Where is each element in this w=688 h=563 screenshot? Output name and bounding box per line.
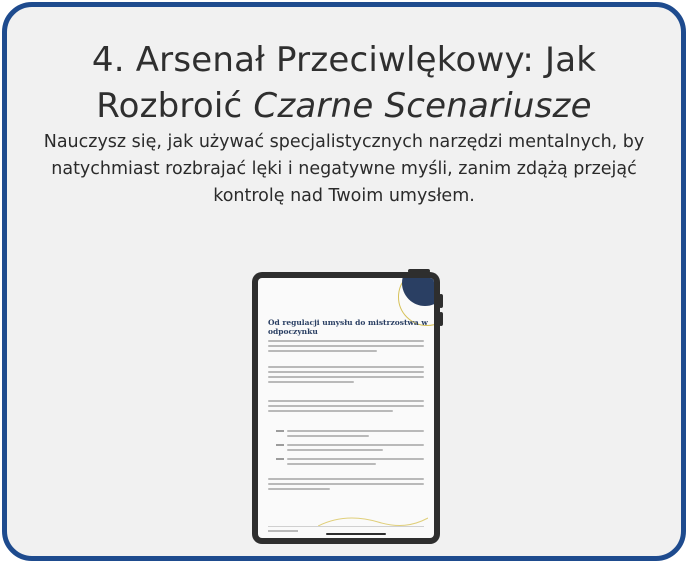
document-footer-rule — [268, 526, 424, 527]
tablet-mockup — [252, 272, 440, 544]
tablet-volume-up-button — [439, 294, 443, 308]
title-line-2 — [7, 83, 681, 129]
description-line-1: Nauczysz się, jak używać specjalistycznych narzędzi mentalnych, by — [43, 132, 645, 152]
document-paragraph — [268, 340, 424, 355]
list-item — [276, 458, 424, 468]
list-item — [276, 444, 424, 454]
document-paragraph — [268, 366, 424, 386]
tablet-home-indicator — [326, 533, 386, 535]
document-list — [276, 430, 424, 472]
module-title — [7, 37, 681, 129]
list-item — [276, 430, 424, 440]
module-card — [2, 2, 686, 561]
document-footer — [268, 530, 298, 532]
description-line-3: kontrolę nad Twoim umysłem. — [213, 186, 475, 206]
module-description — [31, 129, 657, 210]
tablet-volume-down-button — [439, 312, 443, 326]
title-italic: Czarne Scenariusze — [253, 86, 592, 126]
description-line-2: natychmiast rozbrajać lęki i negatywne myśli, zanim zdążą przejąć — [51, 159, 637, 179]
document-paragraph — [268, 400, 424, 415]
tablet-screen — [258, 278, 434, 538]
tablet-power-button — [408, 269, 430, 273]
document-title: Od regulacji umysłu do mistrzostwa w odpoczynku — [268, 318, 428, 336]
title-line-1: 4. Arsenał Przeciwlękowy: Jak — [91, 40, 597, 80]
title-line-2-text: Rozbroić — [96, 86, 254, 126]
document-paragraph — [268, 478, 424, 493]
